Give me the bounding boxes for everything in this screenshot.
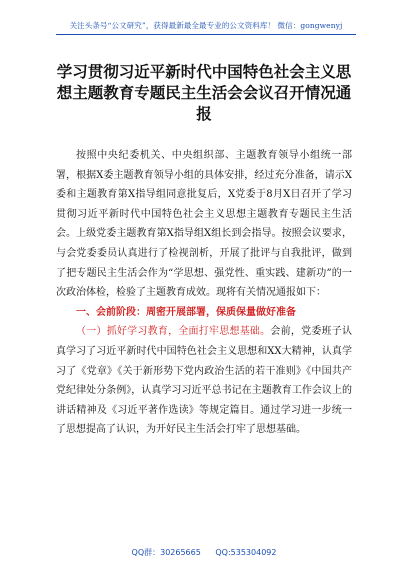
intro-paragraph: 按照中央纪委机关、中央组织部、主题教育领导小组统一部署，根据X委主题教育领导小组的具体安排，经过充分准备，请示X委和主题教育第X指导组同意批复后，X党委于8月X日召开了学习贯彻习近平新时代中国特色社会主义思想主题教育专题民主生活会。上级党委主题教育第X指导组X组长到会指导。按照会议要求，与会党委委员认真进行了检视剖析，开展了批评与自我批评，做到了把专题民主生活会作为“学思想、强党性、重实践、建新功”的一次政治体检，检验了主题教育成效。现将有关情况通报如下： xyxy=(56,150,352,299)
footer-qq: QQ:535304092 xyxy=(215,548,277,557)
section-heading: 一、会前阶段：周密开展部署，保质保量做好准备 xyxy=(76,306,296,318)
footer xyxy=(0,547,408,558)
subsection-text: 会前，党委班子认真学习了习近平新时代中国特色社会主义思想和XX大精神，认真学习了《党章》《关于新形势下党内政治生活的若干准则》《中国共产党纪律处分条例》，认真学习习近平总书记在主题教育工作会议上的讲话精神及《习近平著作选读》等规定篇目。通过学习进一步统一了思想提高了认识，为开好民主生活会打牢了思想基础。 xyxy=(56,326,353,436)
subsection-heading: （一）抓好学习教育，全面打牢思想基础。 xyxy=(76,326,271,338)
document-title: 学习贯彻习近平新时代中国特色社会主义思想主题教育专题民主生活会会议召开情况通报 xyxy=(56,63,352,123)
subsection-paragraph xyxy=(56,322,352,440)
footer-qq-group: QQ群：30265665 xyxy=(131,548,201,557)
document-body xyxy=(56,146,352,440)
header-banner: 关注头条号“公文研究”，获得最新最全最专业的公文资料库！ 微信：gongwenyj xyxy=(56,20,356,35)
